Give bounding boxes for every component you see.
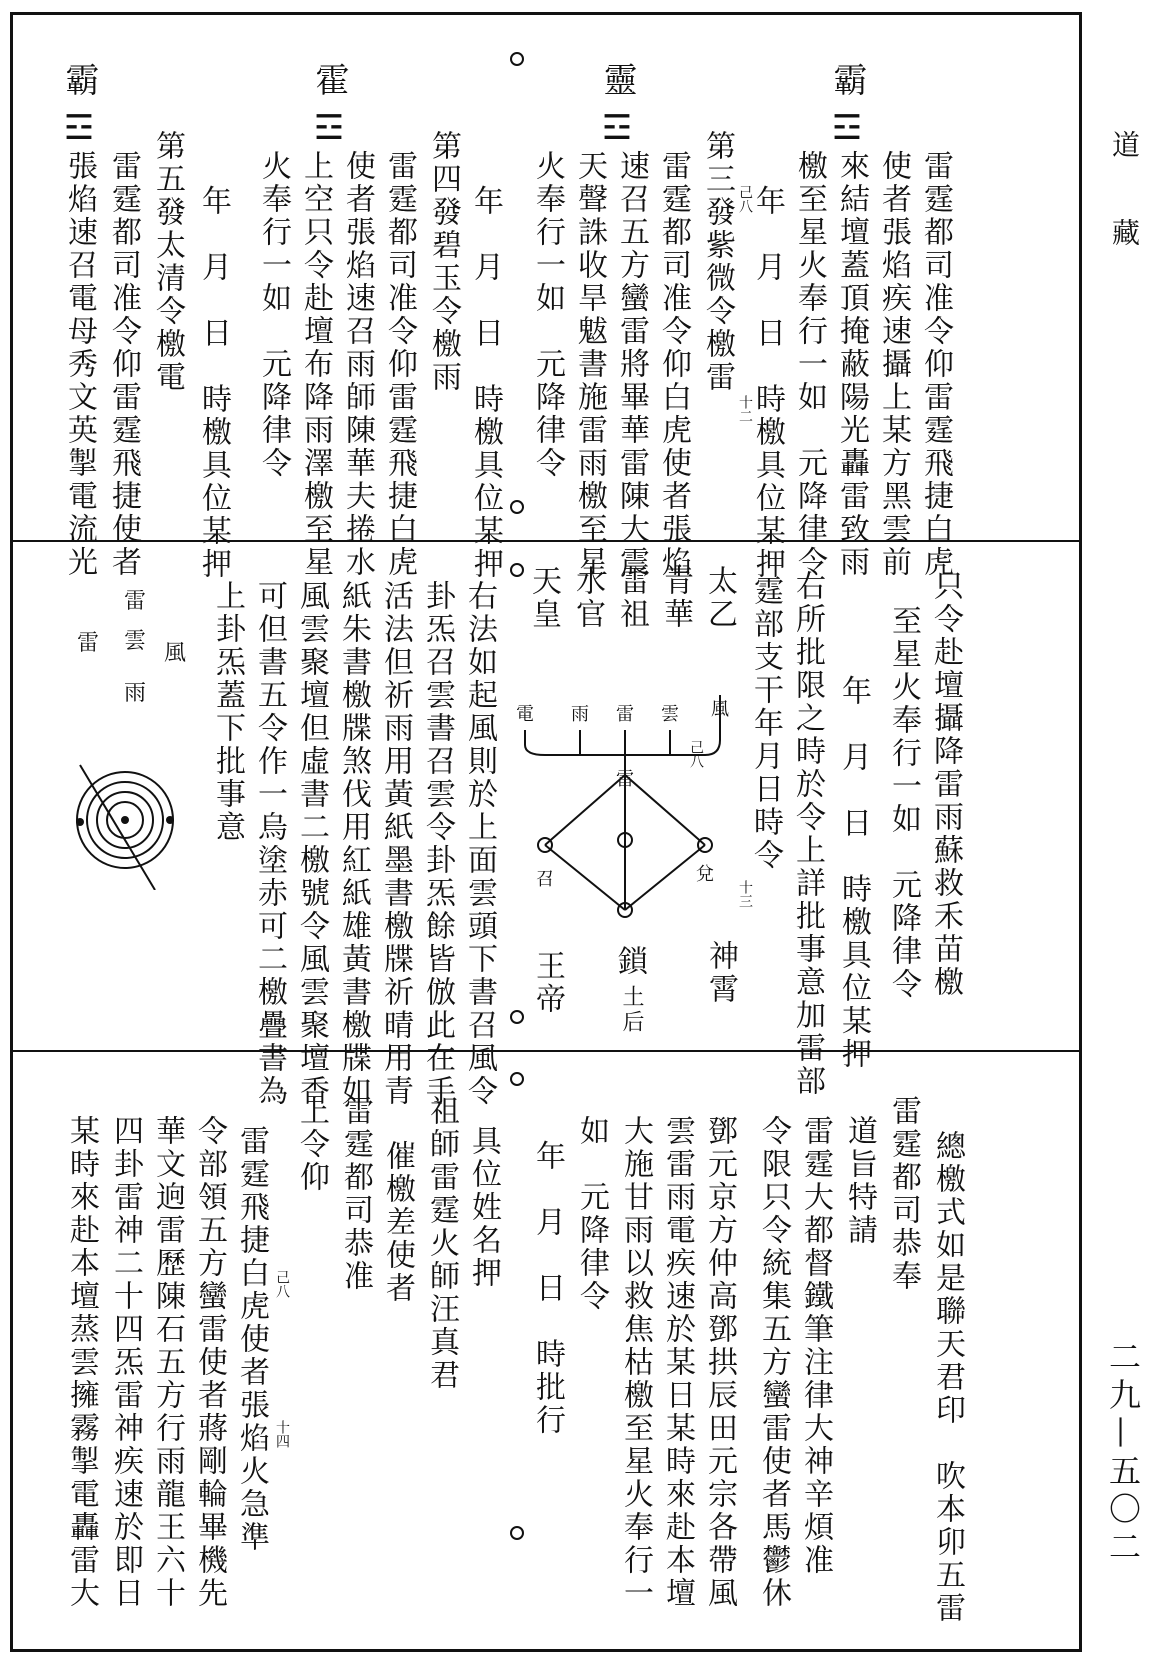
connector-line	[625, 845, 705, 910]
text-column: 祖師雷霆火師汪真君	[424, 1095, 459, 1392]
text-column: 雷霆飛捷白虎使者張焰火急準	[234, 1125, 269, 1554]
text-column: 雷霆都司准令仰雷霆飛捷白虎	[382, 150, 417, 579]
binding-hole	[510, 52, 524, 66]
seal-diagram	[505, 620, 745, 980]
text-column: 道旨特請	[842, 1115, 877, 1247]
text-column: 某時來赴本壇蒸雲擁霧掣電轟雷大	[64, 1115, 99, 1610]
mark-2: ☲	[827, 108, 867, 151]
margin-note: 己八	[274, 1270, 290, 1298]
binding-hole	[510, 1526, 524, 1540]
text-column: 使者張焰速召雨師陳華夫捲水	[340, 150, 375, 579]
mark-6: ☲	[309, 108, 349, 151]
text-column: 四卦雷神二十四炁雷神疾速於即日	[108, 1115, 143, 1610]
text-column: 大施甘雨以救焦枯檄至星火奉行一	[618, 1115, 653, 1610]
diagram-label: 雲	[661, 704, 679, 725]
text-column: 年 月 日 時檄具位某押	[750, 185, 785, 581]
mark-5: 霍	[309, 62, 349, 99]
text-column: 雷霆大都督鐵筆注律大神辛煩准	[798, 1115, 833, 1577]
text-column: 只令赴壇攝降雷雨蘇救禾苗檄	[928, 570, 963, 999]
diagram-label: 電	[516, 704, 534, 725]
talisman-label: 雲	[123, 629, 147, 654]
text-column: 使者張焰疾速攝上某方黑雲前	[876, 150, 911, 579]
deity-label: 雷祖	[614, 565, 649, 631]
margin-note: 十二	[737, 395, 753, 423]
margin-note: 十四	[274, 1420, 290, 1448]
mark-8: ☲	[59, 108, 99, 151]
text-column: 檄至星火奉行一如 元降律令	[792, 150, 827, 579]
diagram-side-label: 召	[536, 869, 554, 890]
mark-7: 霸	[59, 62, 99, 99]
text-column: 令限只令統集五方蠻雷使者馬鬱休	[756, 1115, 791, 1610]
talisman-diagram	[60, 590, 200, 890]
diagram-label: 風	[711, 699, 729, 720]
mark-4: ☲	[597, 108, 637, 151]
binding-hole	[510, 500, 524, 514]
binding-hole	[510, 1010, 524, 1024]
deity-label: 太乙	[702, 565, 737, 631]
text-column: 上卦炁蓋下批事意	[210, 580, 245, 844]
deity-label: 青華	[658, 565, 693, 631]
margin-note: 十三	[737, 880, 753, 908]
margin-note: 己八	[688, 740, 704, 768]
text-column: 年 月 日 時檄具位某押	[196, 185, 231, 581]
diagram-side-label: 兌	[696, 864, 714, 885]
diagram-bottom-label: 神霄	[703, 940, 738, 1006]
talisman-label: 雷	[76, 631, 100, 656]
text-column: 催檄差使者	[380, 1140, 415, 1305]
diagram-label: 雨	[571, 704, 589, 725]
text-column: 上令仰	[294, 1095, 329, 1194]
text-column: 雷霆都司恭准	[338, 1095, 373, 1293]
text-column: 火奉行一如 元降律令	[256, 150, 291, 480]
binding-hole	[510, 563, 524, 577]
talisman-label: 風	[163, 641, 187, 666]
diagram-bottom-label: 鎖	[612, 945, 647, 978]
text-column: 火奉行一如 元降律令	[530, 150, 565, 480]
mark-3: 靈	[597, 62, 637, 99]
talisman-label: 雷	[123, 590, 147, 614]
text-column: 第四發碧玉令檄雨	[426, 130, 461, 394]
margin-title: 道 藏	[1108, 130, 1141, 262]
diagram-bottom-label: 王帝	[530, 950, 565, 1016]
text-column: 右所批限之時於令上詳批事意加雷部	[790, 570, 825, 1098]
text-column: 總檄式如是聯天君印 吹本卯五雷	[930, 1130, 965, 1625]
text-column: 令部領五方蠻雷使者蔣剛輪畢機先	[192, 1115, 227, 1610]
text-column: 雷霆都司准令仰雷霆飛捷使者	[106, 150, 141, 579]
text-column: 上空只令赴壇布降雨澤檄至星	[298, 150, 333, 579]
text-column: 速召五方蠻雷將畢華雷陳大震	[614, 150, 649, 579]
text-column: 霆部支干年月日時令	[748, 575, 783, 872]
diagram-center: 雷	[616, 769, 634, 790]
text-column: 來結壇蓋頂掩蔽陽光轟雷致雨	[834, 150, 869, 579]
text-column: 至星火奉行一如 元降律令	[886, 605, 921, 1001]
text-column: 雷霆都司准令仰白虎使者張焰	[656, 150, 691, 579]
text-column: 活法但祈雨用黃紙墨書檄牒祈晴用青	[378, 580, 413, 1108]
text-column: 可但書五令作一烏塗赤可二檄疊書為	[252, 580, 287, 1108]
margin-note: 己八	[737, 185, 753, 213]
text-column: 雲雷雨電疾速於某日某時來赴本壇	[660, 1115, 695, 1610]
deity-label: 天皇	[526, 565, 561, 631]
talisman-label: 雨	[123, 681, 147, 706]
talisman-dot	[166, 816, 174, 824]
text-column: 第三發紫微令檄雷	[700, 130, 735, 394]
text-column: 雷霆都司恭奉	[886, 1095, 921, 1293]
binding-hole	[510, 1072, 524, 1086]
diagram-label: 雷	[616, 704, 634, 725]
text-column: 年 月 日 時批行	[530, 1140, 565, 1437]
text-column: 華文逈雷歷陳石五方行雨龍王六十	[150, 1115, 185, 1610]
connector-line	[545, 845, 625, 910]
talisman-dot	[121, 816, 129, 824]
text-column: 紙朱書檄牒煞伐用紅紙雄黃書檄牒如	[336, 580, 371, 1108]
margin-page-number: 二九—五〇二	[1104, 1340, 1142, 1568]
diagram-bottom-label: 土后	[619, 985, 644, 1035]
text-column: 風雲聚壇但虛書二檄號令風雲聚壇香	[294, 580, 329, 1108]
mark-1: 霸	[827, 62, 867, 99]
text-column: 年 月 日 時檄具位某押	[468, 185, 503, 581]
text-column: 卦炁召雲書召雲令卦炁餘皆倣此在手	[420, 580, 455, 1108]
text-column: 雷霆都司准令仰雷霆飛捷白虎	[918, 150, 953, 579]
text-column: 年 月 日 時檄具位某押	[836, 675, 871, 1071]
text-column: 張焰速召電母秀文英掣電流光	[62, 150, 97, 579]
panel-divider-2	[13, 1050, 1079, 1052]
connector-line	[545, 775, 625, 845]
text-column: 鄧元京方仲高鄧拱辰田元宗各帶風	[702, 1115, 737, 1610]
text-column: 具位姓名押	[466, 1125, 501, 1290]
text-column: 如 元降律令	[574, 1115, 609, 1313]
talisman-dot	[76, 818, 84, 826]
connector-line	[625, 775, 705, 845]
text-column: 右法如起風則於上面雲頭下書召風令	[462, 580, 497, 1108]
text-column: 天聲誅收旱魃書施雷雨檄至星	[572, 150, 607, 579]
deity-label: 水官	[570, 565, 605, 631]
text-column: 第五發太清令檄電	[150, 130, 185, 394]
